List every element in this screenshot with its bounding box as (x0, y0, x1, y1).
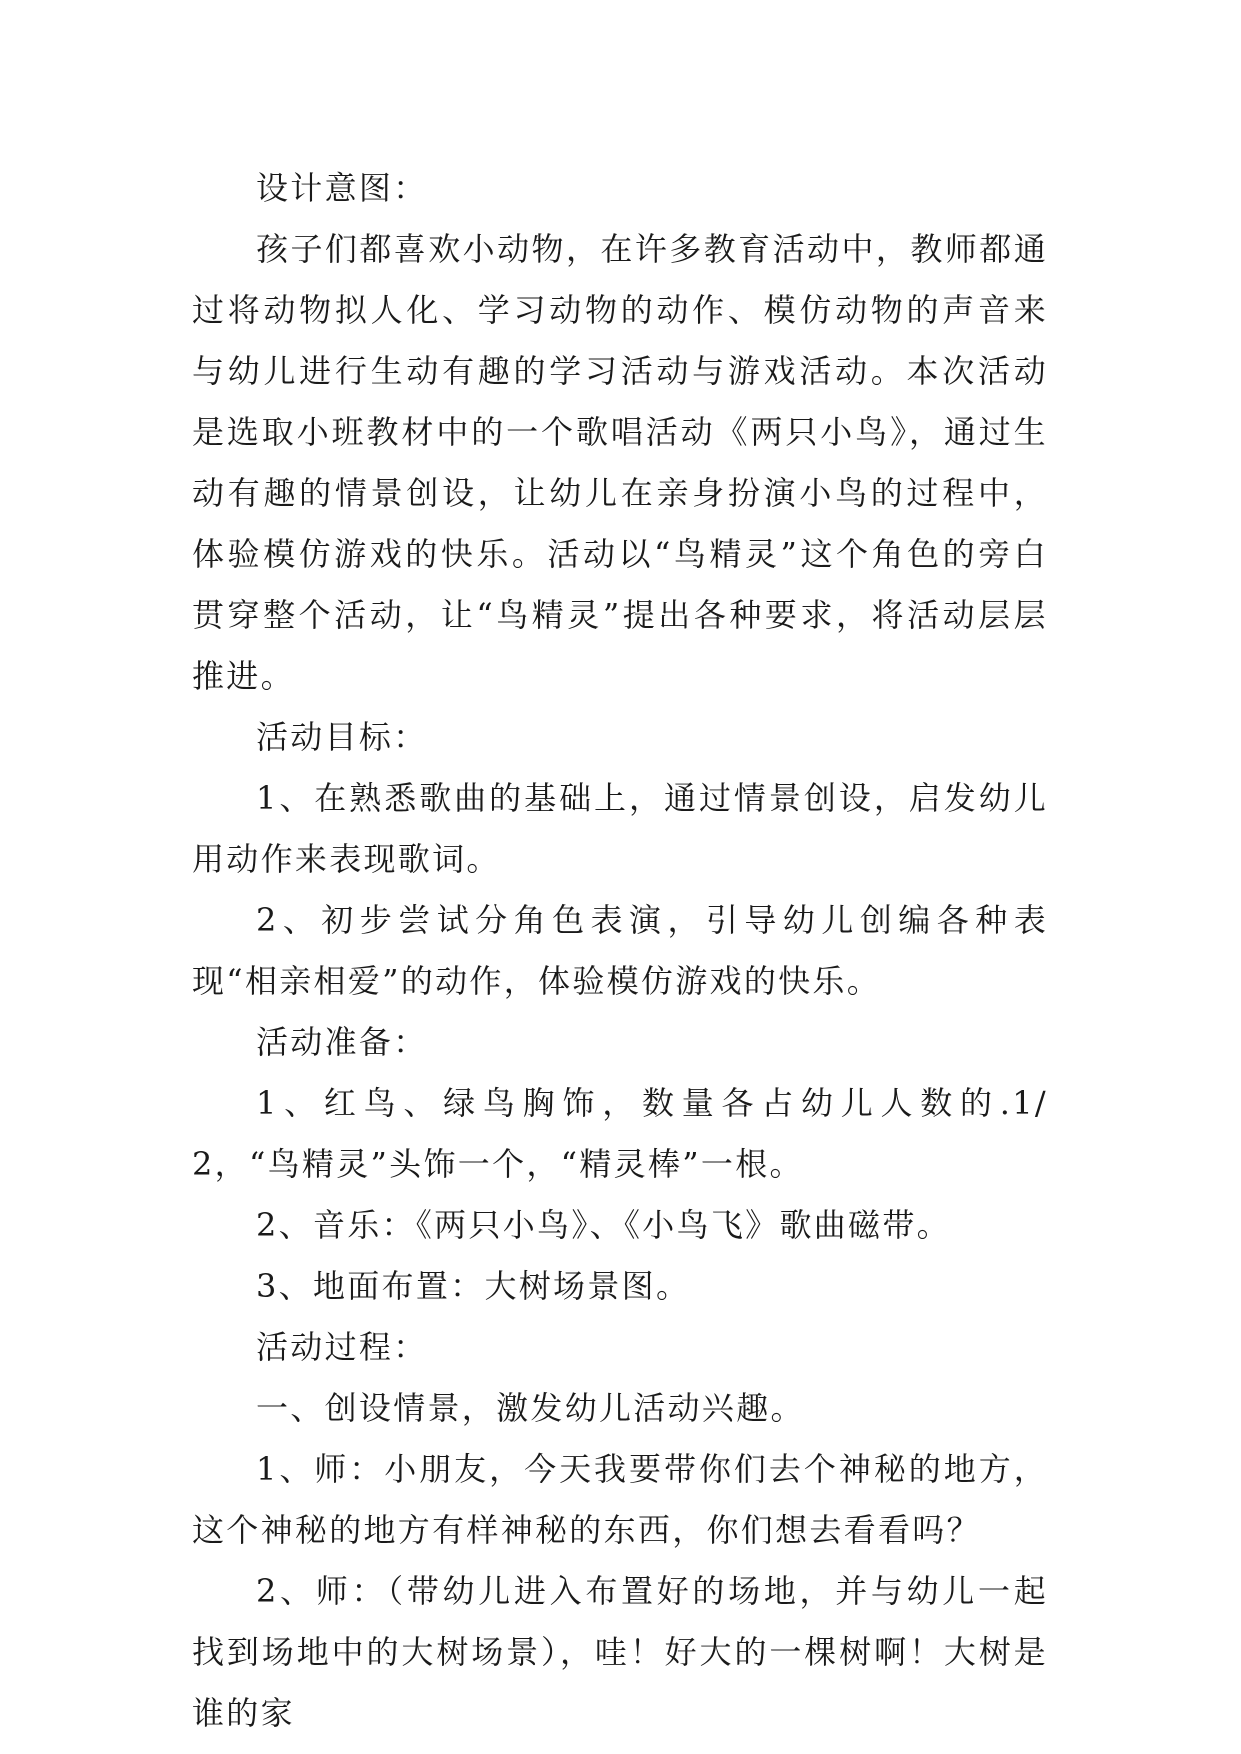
preparation-item-1: 1、红鸟、绿鸟胸饰，数量各占幼儿人数的.1/2，“鸟精灵”头饰一个，“精灵棒”一根。 (192, 1084, 1048, 1183)
process-step-1: 1、师：小朋友，今天我要带你们去个神秘的地方，这个神秘的地方有样神秘的东西，你们想去看看吗？ (192, 1450, 1048, 1549)
goal-item-2: 2、初步尝试分角色表演，引导幼儿创编各种表现“相亲相爱”的动作，体验模仿游戏的快乐。 (192, 901, 1048, 1000)
heading-activity-preparation: 活动准备： (256, 1023, 428, 1061)
process-step-2: 2、师：（带幼儿进入布置好的场地，并与幼儿一起找到场地中的大树场景），哇！好大的一棵树啊！大树是谁的家 (192, 1572, 1048, 1732)
process-section-1: 一、创设情景，激发幼儿活动兴趣。 (256, 1389, 805, 1427)
preparation-item-2: 2、音乐：《两只小鸟》、《小鸟飞》歌曲磁带。 (256, 1206, 951, 1244)
heading-activity-goals: 活动目标： (256, 718, 428, 756)
heading-design-intent: 设计意图： (256, 169, 428, 207)
heading-activity-process: 活动过程： (256, 1328, 428, 1366)
paragraph-design-intent: 孩子们都喜欢小动物，在许多教育活动中，教师都通过将动物拟人化、学习动物的动作、模仿动物的声音来与幼儿进行生动有趣的学习活动与游戏活动。本次活动是选取小班教材中的一个歌唱活动《两只小鸟》，通过生动有趣的情景创设，让幼儿在亲身扮演小鸟的过程中，体验模仿游戏的快乐。活动以“鸟精灵”这个角色的旁白贯穿整个活动，让“鸟精灵”提出各种要求，将活动层层推进。 (192, 230, 1048, 695)
document-body (192, 158, 1048, 1744)
goal-item-1: 1、在熟悉歌曲的基础上，通过情景创设，启发幼儿用动作来表现歌词。 (192, 779, 1048, 878)
preparation-item-3: 3、地面布置：大树场景图。 (256, 1267, 691, 1305)
